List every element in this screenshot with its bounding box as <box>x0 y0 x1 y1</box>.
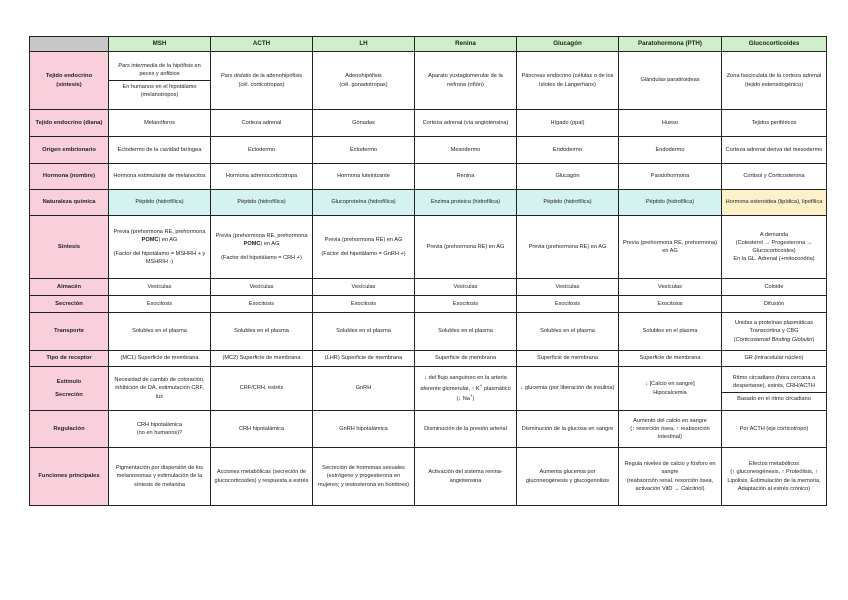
column-header: ACTH <box>211 37 313 52</box>
column-header: Renina <box>415 37 517 52</box>
table-cell: Vesículas <box>517 279 619 296</box>
table-cell: Previa (prehormona RE, prehormona POMC) en AG (Factor del hipotálamo = CRH +) <box>211 216 313 279</box>
row-label: Regulación <box>30 411 109 448</box>
table-row <box>30 296 827 313</box>
hormone-comparison-sheet <box>29 36 826 506</box>
row-label: Hormona (nombre) <box>30 164 109 190</box>
table-cell: Ectodermo <box>211 137 313 164</box>
table-cell: (MC1) Superficie de membrana <box>109 351 211 367</box>
table-cell: Aumenta glucemia por gluconeogénesis y glucogenolisis <box>517 448 619 506</box>
column-header: Glucagón <box>517 37 619 52</box>
table-cell: Solubles en el plasma <box>313 313 415 351</box>
table-cell: Unidas a proteínas plasmáticas Transcortina y CBG (Corticosteroid Binding Globulin) <box>722 313 827 351</box>
header-row <box>30 37 827 52</box>
column-header: Paratohormona (PTH) <box>619 37 722 52</box>
table-cell: Solubles en el plasma <box>517 313 619 351</box>
table-row <box>30 313 827 351</box>
table-row <box>30 367 827 411</box>
table-row <box>30 411 827 448</box>
table-cell: Disminución de la glucosa en sangre <box>517 411 619 448</box>
table-cell: Solubles en el plasma <box>109 313 211 351</box>
table-cell: Péptido (hidrofílica) <box>619 190 722 216</box>
hormone-table <box>29 36 827 506</box>
table-cell: Hormona luteinizante <box>313 164 415 190</box>
cell-text: Ritmo circadiano (hora cercana a despertarse), estrés, CRH/ACTH <box>732 374 816 389</box>
column-header: Glucocorticoides <box>722 37 827 52</box>
table-cell: Gónadas <box>313 110 415 137</box>
table-cell: Péptido (hidrofílica) <box>109 190 211 216</box>
table-cell: Ectodermo de la cavidad faríngea <box>109 137 211 164</box>
row-label: Almacén <box>30 279 109 296</box>
table-cell: Melanóforos <box>109 110 211 137</box>
table-cell: Enzima proteica (hidrofílica) <box>415 190 517 216</box>
table-cell: Exocitosis <box>415 296 517 313</box>
row-label: Funciones principales <box>30 448 109 506</box>
table-cell: Solubles en el plasma <box>415 313 517 351</box>
table-cell: Paratohormona <box>619 164 722 190</box>
table-cell: CRH hipotalámica <box>211 411 313 448</box>
row-label: Tipo de receptor <box>30 351 109 367</box>
table-cell: Corteza adrenal deriva del mesodermo <box>722 137 827 164</box>
table-cell: GnRH <box>313 367 415 411</box>
table-cell: Glucoproteína (hidrofílica) <box>313 190 415 216</box>
table-cell: Exocitosis <box>211 296 313 313</box>
table-cell: Difusión <box>722 296 827 313</box>
row-label: Origen embrionario <box>30 137 109 164</box>
table-cell: Endodermo <box>517 137 619 164</box>
table-cell: Vesículas <box>313 279 415 296</box>
table-cell: Previa (prehormona RE) en AG <box>415 216 517 279</box>
table-cell: Activación del sistema renina-angiotensina <box>415 448 517 506</box>
column-header: MSH <box>109 37 211 52</box>
table-cell: Solubles en el plasma <box>619 313 722 351</box>
table-cell: Corteza adrenal <box>211 110 313 137</box>
table-row <box>30 190 827 216</box>
table-cell: Pars distalis de la adenohipófisis (cél. corticotropas) <box>211 52 313 110</box>
table-cell: Glucagón <box>517 164 619 190</box>
row-label: Secreción <box>30 296 109 313</box>
table-cell: Aumento del calcio en sangre (↑ resorción ósea, ↑ reabsorción intestinal) <box>619 411 722 448</box>
table-cell: Disminución de la presión arterial <box>415 411 517 448</box>
table-cell: Pigmentación por dispersión de los melanosomas y estimulación de la síntesis de melanina <box>109 448 211 506</box>
table-row <box>30 216 827 279</box>
table-cell: Exocitosis <box>109 296 211 313</box>
table-cell: Efectos metabólicos (↑ gluconeogénesis, ↑ Proteólisis, ↑ Lipolisis, Estimulación de la memoria, Adaptación al estrés crónico) <box>722 448 827 506</box>
corner-cell <box>30 37 109 52</box>
table-cell: (LHR) Superficie de membrana <box>313 351 415 367</box>
column-header: LH <box>313 37 415 52</box>
table-cell: CRH hipotalámica (no en humanos)? <box>109 411 211 448</box>
table-cell: Mesodermo <box>415 137 517 164</box>
table-cell: Hígado (ppal) <box>517 110 619 137</box>
table-cell: Adenohipófisis (cél. gonadotropas) <box>313 52 415 110</box>
table-cell: Hueso <box>619 110 722 137</box>
table-cell: Aparato yuxtaglomerular de la nefrona (riñón) <box>415 52 517 110</box>
table-cell: Exocitosis <box>517 296 619 313</box>
table-cell: Por ACTH (eje corticotropo) <box>722 411 827 448</box>
table-cell: ↓ [Calcio en sangre] Hipocalcemia <box>619 367 722 411</box>
table-cell <box>109 52 211 110</box>
cell-text: En humanos en el hipotálamo (melanotropos) <box>109 80 210 99</box>
table-cell: Necesidad de cambio de coloración, inhibición de DA, estimulación CRF, luz <box>109 367 211 411</box>
row-label: Tejido endocrino (síntesis) <box>30 52 109 110</box>
table-cell: Péptido (hidrofílica) <box>211 190 313 216</box>
table-cell: Acciones metabólicas (secreción de glucocorticoides) y respuesta a estrés <box>211 448 313 506</box>
table-cell: CRF/CRH, estrés <box>211 367 313 411</box>
table-row <box>30 279 827 296</box>
table-row <box>30 164 827 190</box>
row-label: Transporte <box>30 313 109 351</box>
table-cell: Renina <box>415 164 517 190</box>
row-label <box>30 367 109 411</box>
table-row <box>30 52 827 110</box>
table-cell: Previa (prehormona RE) en AG <box>517 216 619 279</box>
table-cell: Ectodermo <box>313 137 415 164</box>
table-cell: Glándulas paratiroideas <box>619 52 722 110</box>
table-cell: Vesículas <box>211 279 313 296</box>
table-row <box>30 110 827 137</box>
table-cell: Solubles en el plasma <box>211 313 313 351</box>
table-cell: GnRH hipotalámica <box>313 411 415 448</box>
table-cell: Vesículas <box>415 279 517 296</box>
table-cell: ↓ del flujo sanguíneo en la arteria aferente glomerular, ↑ K+ plasmático (↓ Na+) <box>415 367 517 411</box>
table-cell: ↓ glucemia (por liberación de insulina) <box>517 367 619 411</box>
table-cell: Previa (prehormona RE) en AG (Factor del hipotálamo = GnRH +) <box>313 216 415 279</box>
table-cell: GR (intracelular núcleo) <box>722 351 827 367</box>
table-row <box>30 137 827 164</box>
table-cell: Exocitosis <box>313 296 415 313</box>
table-cell: Secreción de hormonas sexuales (estrógeno y progesterona en mujeres; y testosterona en hombres) <box>313 448 415 506</box>
row-label: Tejido endocrino (diana) <box>30 110 109 137</box>
cell-text: Basado en el ritmo circadiano <box>722 392 826 403</box>
table-cell: Cortisol y Corticosterona <box>722 164 827 190</box>
table-cell: Vesículas <box>109 279 211 296</box>
table-cell: Coloide <box>722 279 827 296</box>
cell-text: Pars intermedia de la hipófisis en peces y anfibios <box>118 62 201 77</box>
table-cell: Hormona adrenocorticotropa <box>211 164 313 190</box>
table-cell: Superficie de membrana <box>517 351 619 367</box>
row-label-line: Secreción <box>55 392 83 398</box>
table-cell: Zona fasciculata de la corteza adrenal (tejido esteroidogénico) <box>722 52 827 110</box>
table-cell: Hormona esteroidea (lipídica), lipofílica <box>722 190 827 216</box>
row-label: Síntesis <box>30 216 109 279</box>
table-row <box>30 448 827 506</box>
table-cell: Exocitosis <box>619 296 722 313</box>
row-label: Naturaleza química <box>30 190 109 216</box>
table-cell: Hormona estimulante de melanocitos <box>109 164 211 190</box>
table-cell: Superficie de membrana <box>619 351 722 367</box>
table-row <box>30 351 827 367</box>
table-cell: Regula niveles de calcio y fósforo en sangre (reabsorción renal, resorción ósea, activación VitD → Calcitriol) <box>619 448 722 506</box>
table-cell: Endodermo <box>619 137 722 164</box>
table-cell: Previa (prehormona RE, prehormona POMC) en AG (Factor del hipotálamo = MSHRH + y MSHRIH -) <box>109 216 211 279</box>
table-cell: Corteza adrenal (vía angiotensina) <box>415 110 517 137</box>
table-cell: Vesículas <box>619 279 722 296</box>
table-cell: Páncreas endocrino (células α de los Islotes de Langerhans) <box>517 52 619 110</box>
table-cell <box>722 367 827 411</box>
table-cell: Péptido (hidrofílica) <box>517 190 619 216</box>
table-cell: A demanda (Colesterol → Progesterona → Glucocorticoides) En la GL. Adrenal (+mitocondria) <box>722 216 827 279</box>
table-cell: Previa (prehormona RE, prehormona) en AG <box>619 216 722 279</box>
row-label-line: Estímulo <box>56 378 82 385</box>
table-cell: Tejidos periféricos <box>722 110 827 137</box>
table-cell: (MC2) Superficie de membrana <box>211 351 313 367</box>
table-cell: Superficie de membrana <box>415 351 517 367</box>
